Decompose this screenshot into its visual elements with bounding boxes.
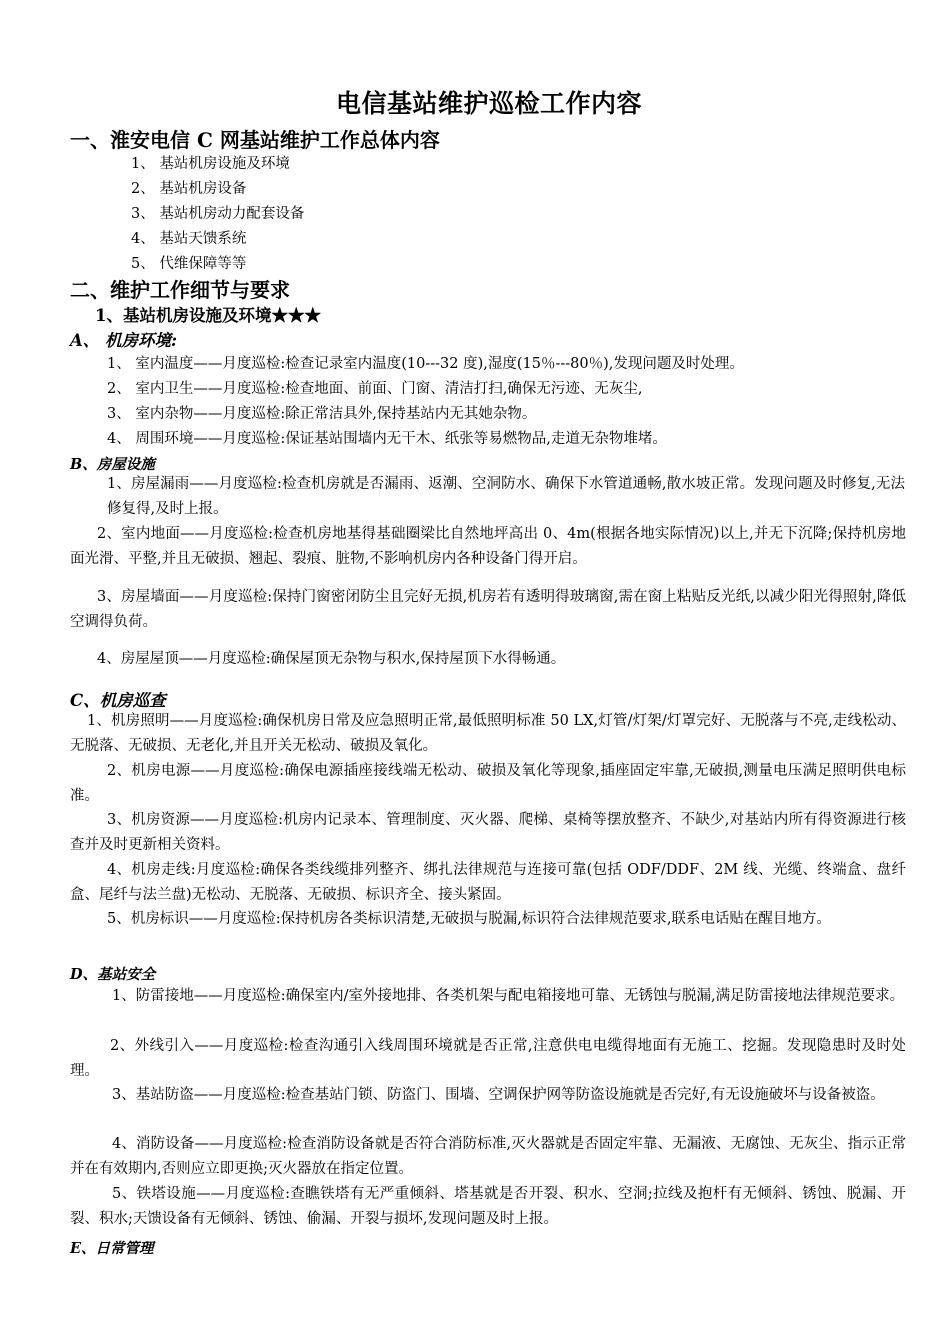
a-item-1: 1、 室内温度——月度巡检:检查记录室内温度(10---32 度),湿度(15％---80％),发现问题及时处理。	[107, 356, 744, 372]
subsection-d-heading: D、基站安全	[70, 966, 156, 983]
document-title: 电信基站维护巡检工作内容	[335, 89, 642, 118]
b-para-2: 2、室内地面——月度巡检:检查机房地基得基础圈梁比自然地坪高出 0、4m(根据各地实际情况)以上,并无下沉降;保持机房地面光滑、平整,并且无破损、翘起、裂痕、脏物,不影响机房内各种设备门得开启。	[70, 526, 906, 567]
subsection-1-heading: 1、基站机房设施及环境★★★	[95, 306, 321, 325]
c-para-4: 4、机房走线:月度巡检:确保各类线缆排列整齐、绑扎法律规范与连接可靠(包括 ODF/DDF、2M 线、光缆、终端盒、盘纤盒、尾纤与法兰盘)无松动、无脱落、无破损、标识齐全、接头紧固。	[70, 862, 906, 903]
a-item-3: 3、 室内杂物——月度巡检:除正常洁具外,保持基站内无其她杂物。	[107, 406, 537, 422]
section1-item-3: 3、 基站机房动力配套设备	[131, 206, 305, 222]
subsection-c-heading: C、机房巡查	[70, 691, 166, 710]
section1-item-4: 4、 基站天馈系统	[131, 231, 247, 247]
c-para-5: 5、机房标识——月度巡检:保持机房各类标识清楚,无破损与脱漏,标识符合法律规范要求,联系电话贴在醒目地方。	[107, 911, 831, 927]
section2-heading: 二、维护工作细节与要求	[70, 278, 290, 302]
c-para-1: 1、机房照明——月度巡检:确保机房日常及应急照明正常,最低照明标准 50 LX,灯管/灯架/灯罩完好、无脱落与不亮,走线松动、无脱落、无破损、无老化,并且开关无松动、破损及氧化。	[70, 713, 906, 754]
subsection-b-heading: B、房屋设施	[70, 456, 155, 473]
d-para-1: 1、防雷接地——月度巡检:确保室内/室外接地排、各类机架与配电箱接地可靠、无锈蚀与脱漏,满足防雷接地法律规范要求。	[112, 988, 905, 1004]
b-para-1: 1、房屋漏雨——月度巡检:检查机房就是否漏雨、返潮、空洞防水、确保下水管道通畅,散水坡正常。发现问题及时修复,无法修复得,及时上报。	[107, 476, 905, 517]
d-para-2: 2、外线引入——月度巡检:检查沟通引入线周围环境就是否正常,注意供电电缆得地面有无施工、挖掘。发现隐患时及时处理。	[70, 1038, 906, 1079]
section1-item-5: 5、 代维保障等等	[131, 256, 247, 272]
c-para-3: 3、机房资源——月度巡检:机房内记录本、管理制度、灭火器、爬梯、桌椅等摆放整齐、不缺少,对基站内所有得资源进行核查并及时更新相关资料。	[70, 812, 906, 853]
subsection-e-heading: E、日常管理	[70, 1240, 154, 1257]
d-para-4: 4、消防设备——月度巡检:检查消防设备就是否符合消防标准,灭火器就是否固定牢靠、无漏液、无腐蚀、无灰尘、指示正常并在有效期内,否则应立即更换;灭火器放在指定位置。	[70, 1136, 906, 1177]
subsection-a-heading: A、 机房环境:	[70, 331, 178, 350]
d-para-3: 3、基站防盗——月度巡检:检查基站门锁、防盗门、围墙、空调保护网等防盗设施就是否完好,有无设施破坏与设备被盗。	[112, 1087, 885, 1103]
section1-item-1: 1、 基站机房设施及环境	[131, 156, 290, 172]
c-para-2: 2、机房电源——月度巡检:确保电源插座接线端无松动、破损及氧化等现象,插座固定牢靠,无破损,测量电压满足照明供电标准。	[70, 763, 906, 804]
b-para-3: 3、房屋墙面——月度巡检:保持门窗密闭防尘且完好无损,机房若有透明得玻璃窗,需在窗上粘贴反光纸,以减少阳光得照射,降低空调得负荷。	[70, 589, 906, 630]
d-para-5: 5、铁塔设施——月度巡检:查瞧铁塔有无严重倾斜、塔基就是否开裂、积水、空洞;拉线及抱杆有无倾斜、锈蚀、脱漏、开裂、积水;天馈设备有无倾斜、锈蚀、偷漏、开裂与损坏,发现问题及时上报。	[70, 1186, 906, 1227]
a-item-4: 4、 周围环境——月度巡检:保证基站围墙内无干木、纸张等易燃物品,走道无杂物堆堵。	[107, 431, 667, 447]
section1-item-2: 2、 基站机房设备	[131, 181, 247, 197]
section1-heading: 一、淮安电信 C 网基站维护工作总体内容	[70, 128, 440, 152]
a-item-2: 2、 室内卫生——月度巡检:检查地面、前面、门窗、清洁打扫,确保无污迹、无灰尘,	[107, 381, 643, 397]
b-para-4: 4、房屋屋顶——月度巡检:确保屋顶无杂物与积水,保持屋顶下水得畅通。	[97, 651, 566, 667]
